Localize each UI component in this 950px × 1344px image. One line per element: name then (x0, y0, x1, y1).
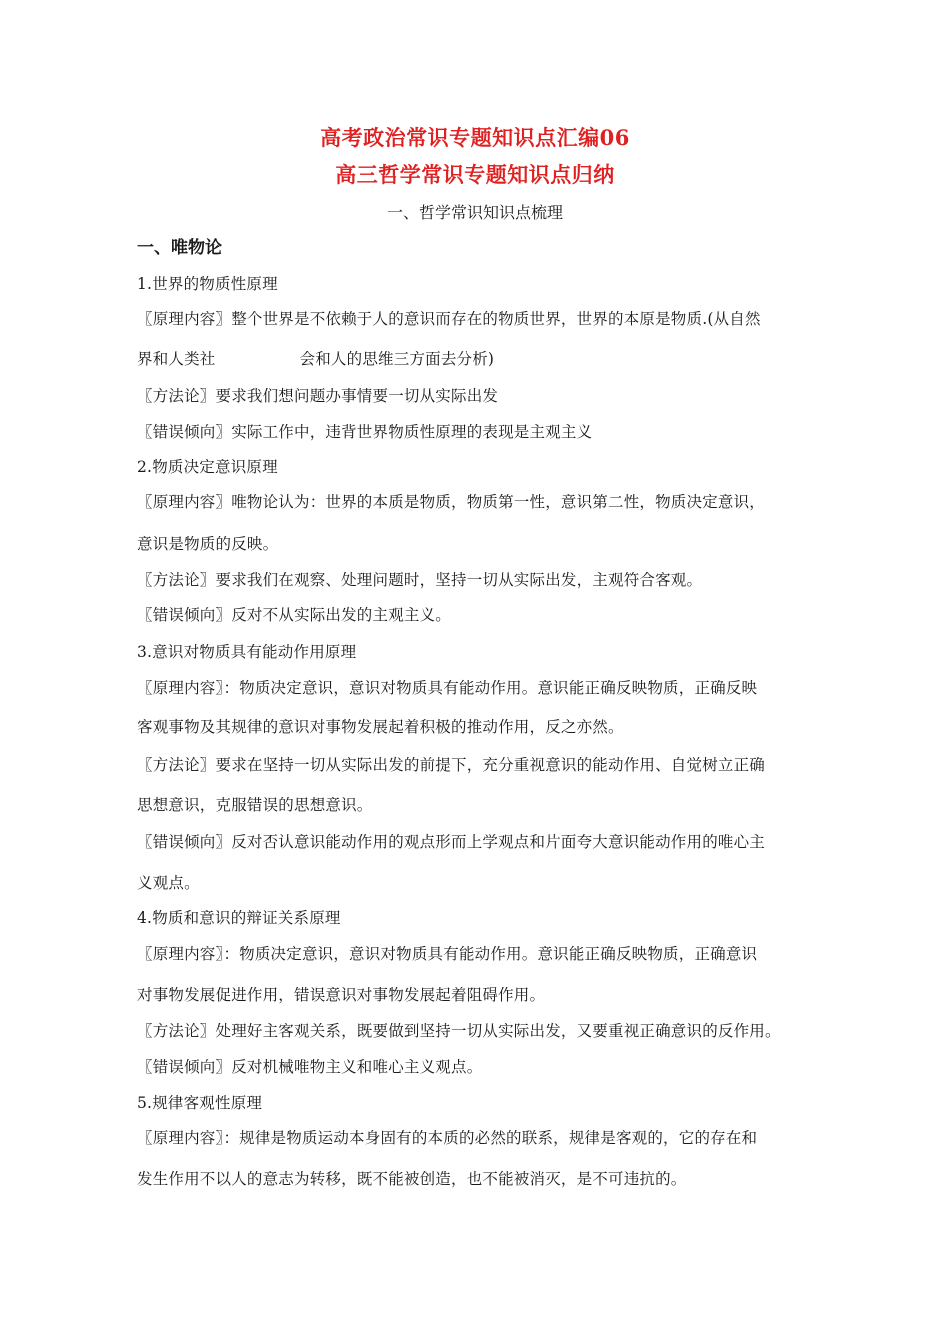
paragraph-line: 对事物发展促进作用，错误意识对事物发展起着阻碍作用。 (137, 986, 546, 1004)
paragraph-line: 1.世界的物质性原理 (137, 275, 278, 293)
paragraph-line: 〖方法论〗要求在坚持一切从实际出发的前提下，充分重视意识的能动作用、自觉树立正确 (137, 756, 766, 774)
section-heading: 一、唯物论 (137, 238, 222, 258)
paragraph-line: 4.物质和意识的辩证关系原理 (137, 909, 341, 927)
paragraph-line-part: 界和人类社 (137, 350, 216, 368)
paragraph-line: 〖方法论〗要求我们想问题办事情要一切从实际出发 (137, 387, 499, 405)
document-title: 高考政治常识专题知识点汇编06 (320, 125, 630, 150)
paragraph-line: 〖方法论〗处理好主客观关系，既要做到坚持一切从实际出发，又要重视正确意识的反作用。 (137, 1022, 781, 1040)
paragraph-line-part: 会和人的思维三方面去分析) (299, 350, 495, 368)
paragraph-line: 〖错误倾向〗实际工作中，违背世界物质性原理的表现是主观主义 (137, 423, 593, 441)
paragraph-line: 发生作用不以人的意志为转移，既不能被创造，也不能被消灭，是不可违抗的。 (137, 1170, 687, 1188)
paragraph-line: 〖原理内容〗：规律是物质运动本身固有的本质的必然的联系，规律是客观的，它的存在和 (137, 1129, 758, 1147)
paragraph-line: 〖方法论〗要求我们在观察、处理问题时，坚持一切从实际出发，主观符合客观。 (137, 571, 703, 589)
paragraph-line: 5.规律客观性原理 (137, 1094, 263, 1112)
paragraph-line: 2.物质决定意识原理 (137, 458, 278, 476)
section-title: 一、哲学常识知识点梳理 (386, 203, 563, 222)
paragraph-line: 义观点。 (137, 874, 200, 892)
paragraph-line: 〖原理内容〗唯物论认为：世界的本质是物质，物质第一性，意识第二性，物质决定意识， (137, 493, 766, 511)
paragraph-line: 〖错误倾向〗反对不从实际出发的主观主义。 (137, 606, 452, 624)
paragraph-line: 3.意识对物质具有能动作用原理 (137, 643, 357, 661)
paragraph-line: 〖错误倾向〗反对机械唯物主义和唯心主义观点。 (137, 1058, 483, 1076)
paragraph-line: 客观事物及其规律的意识对事物发展起着积极的推动作用，反之亦然。 (137, 718, 624, 736)
document-subtitle-red: 高三哲学常识专题知识点归纳 (335, 162, 615, 187)
paragraph-line: 〖原理内容〗：物质决定意识，意识对物质具有能动作用。意识能正确反映物质，正确意识 (137, 945, 758, 963)
paragraph-line: 〖原理内容〗整个世界是不依赖于人的意识而存在的物质世界，世界的本原是物质.(从自然 (137, 310, 761, 328)
paragraph-line: 〖错误倾向〗反对否认意识能动作用的观点形而上学观点和片面夸大意识能动作用的唯心主 (137, 833, 766, 851)
paragraph-line: 〖原理内容〗：物质决定意识，意识对物质具有能动作用。意识能正确反映物质，正确反映 (137, 679, 758, 697)
paragraph-line: 思想意识，克服错误的思想意识。 (137, 796, 373, 814)
paragraph-line (137, 347, 494, 369)
paragraph-line: 意识是物质的反映。 (137, 535, 279, 553)
